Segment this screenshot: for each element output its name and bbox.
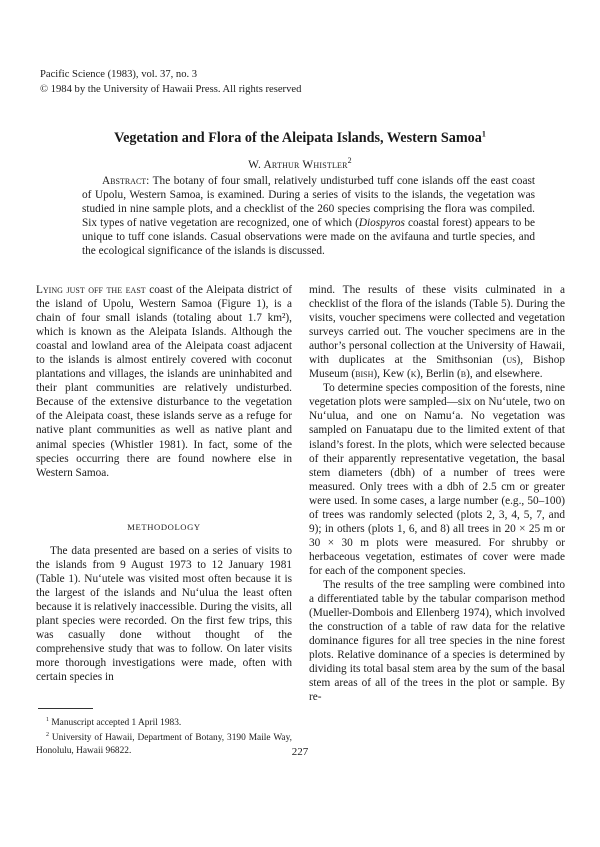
left-column (36, 283, 292, 684)
title-footnote-mark: 1 (481, 129, 486, 139)
continuation-text-a: mind. The results of these visits culminated in a checklist of the flora of the islands (Table 5). During the visits, voucher specimens were collected and vegetation surveys carried out. The voucher specimens are in the author’s personal collection at the University of Hawaii, with duplicates at the Smithsonian ( (309, 284, 565, 367)
article-title-text: Vegetation and Flora of the Aleipata Islands, Western Samoa (114, 130, 482, 146)
intro-paragraph (36, 283, 292, 480)
footnote-1-text: Manuscript accepted 1 April 1983. (49, 718, 182, 729)
continuation-text-c: ), Kew ( (373, 368, 411, 381)
journal-citation: Pacific Science (1983), vol. 37, no. 3 (40, 69, 198, 80)
footnote-1-mark: 1 (46, 717, 49, 723)
author-footnote-mark: 2 (347, 156, 352, 166)
article-title (0, 130, 600, 147)
author-name: W. Arthur Whistler (248, 159, 348, 171)
intro-smallcaps-lead: Lying just off the east (36, 284, 146, 296)
abstract-italic-genus: Diospyros (358, 217, 405, 229)
abstract (82, 174, 535, 258)
copyright-notice: © 1984 by the University of Hawaii Press. All rights reserved (40, 84, 302, 95)
continuation-text-e: ), and elsewhere. (466, 368, 543, 381)
section-heading-methodology: METHODOLOGY (127, 521, 201, 532)
article-author (0, 156, 600, 171)
abstract-text-1: The botany of four small, relatively undisturbed tuff cone islands off the east coast of Upolu, Western Samoa, is examined. During a series of visits to the islands, the vegetation was studied in nine sample plots, and a checklist of the 260 species comprising the flora was compiled. Six types of native vegetation are recognized, one of which ( (82, 175, 535, 229)
footnote-2-text: University of Hawaii, Department of Botany, 3190 Maile Way, Honolulu, Hawaii 96822. (36, 733, 292, 756)
methodology-paragraph: The data presented are based on a series of visits to the islands from 9 August 1973 to 12 January 1981 (Table 1). Nu‘utele was visited most often because it is the largest of the islands and Nu‘ulua the least often because it is relatively inaccessible. During the visits, all plant species were recorded. On the first few trips, this was casually done without thought of the comprehensive study that was to follow. On later visits more thorough investigations were made, often with certain species in (36, 544, 292, 684)
herbarium-code-k: k (410, 368, 417, 381)
continuation-text-b: ), Bishop Museum ( (309, 354, 565, 381)
herbarium-code-bish: bish (355, 368, 374, 381)
footnote-divider (38, 708, 93, 709)
intro-text: coast of the Aleipata district of the island of Upolu, Western Samoa (Figure 1), is a chain of four small islands (totaling about 1.7 km²), which is known as the Aleipata Islands. Although the coastal and lowland area of the Aleipata coast adjacent to the islands is almost entirely covered with coconut plantations and villages, the islands are uninhabited and their plant communities are relatively undisturbed. Because of the extensive disturbance to the vegetation of the Aleipata coast, these islands serve as a refuge for native plant communities as well as native plant and animal species (Whistler 1981). In fact, some of the species occurring there are found nowhere else in Western Samoa. (36, 284, 292, 479)
journal-header (40, 67, 301, 97)
results-paragraph: The results of the tree sampling were combined into a differentiated table by the tabular comparison method (Mueller-Dombois and Ellenberg 1974), which involved the construction of a table of raw data for the relative dominance figures for all tree species in the nine forest plots. Relative dominance of a species is determined by dividing its total basal stem area by the sum of the basal stem areas of all of the trees in the plot or sample. By re- (309, 578, 565, 704)
page-number: 227 (291, 746, 309, 758)
abstract-text-2: coastal forest) appears to be unique to tuff cone islands. Casual observations were made on the avifauna and turtle species, and the ecological significance of the islands is discussed. (82, 217, 535, 257)
abstract-label: Abstract: (102, 175, 150, 187)
continuation-text-d: ), Berlin ( (416, 368, 461, 381)
continuation-paragraph (309, 283, 565, 381)
herbarium-code-us: us (506, 354, 517, 367)
right-column (309, 283, 565, 704)
footnote-1 (36, 714, 292, 729)
herbarium-code-b: b (460, 368, 467, 381)
plots-paragraph: To determine species composition of the forests, nine vegetation plots were sampled—six on Nu‘utele, two on Nu‘ulua, and one on Namu‘a. No vegetation was sampled on Fanuatapu due to the limited extent of that island’s forest. In the plots, which were selected because of their apparently representative vegetation, the basal stem diameters (dbh) of a number of trees were measured. Only trees with a dbh of 2.5 cm or greater were used. In some cases, a large number (e.g., 50–100) of trees was randomly selected (plots 2, 3, 4, 5, 7, and 9); in others (plots 1, 6, and 8) all trees in 20 × 25 m or 30 × 30 m plots were measured. For shrubby or herbaceous vegetation, estimates of cover were made for each of the component species. (309, 382, 565, 577)
footnote-2-mark: 2 (46, 732, 49, 739)
